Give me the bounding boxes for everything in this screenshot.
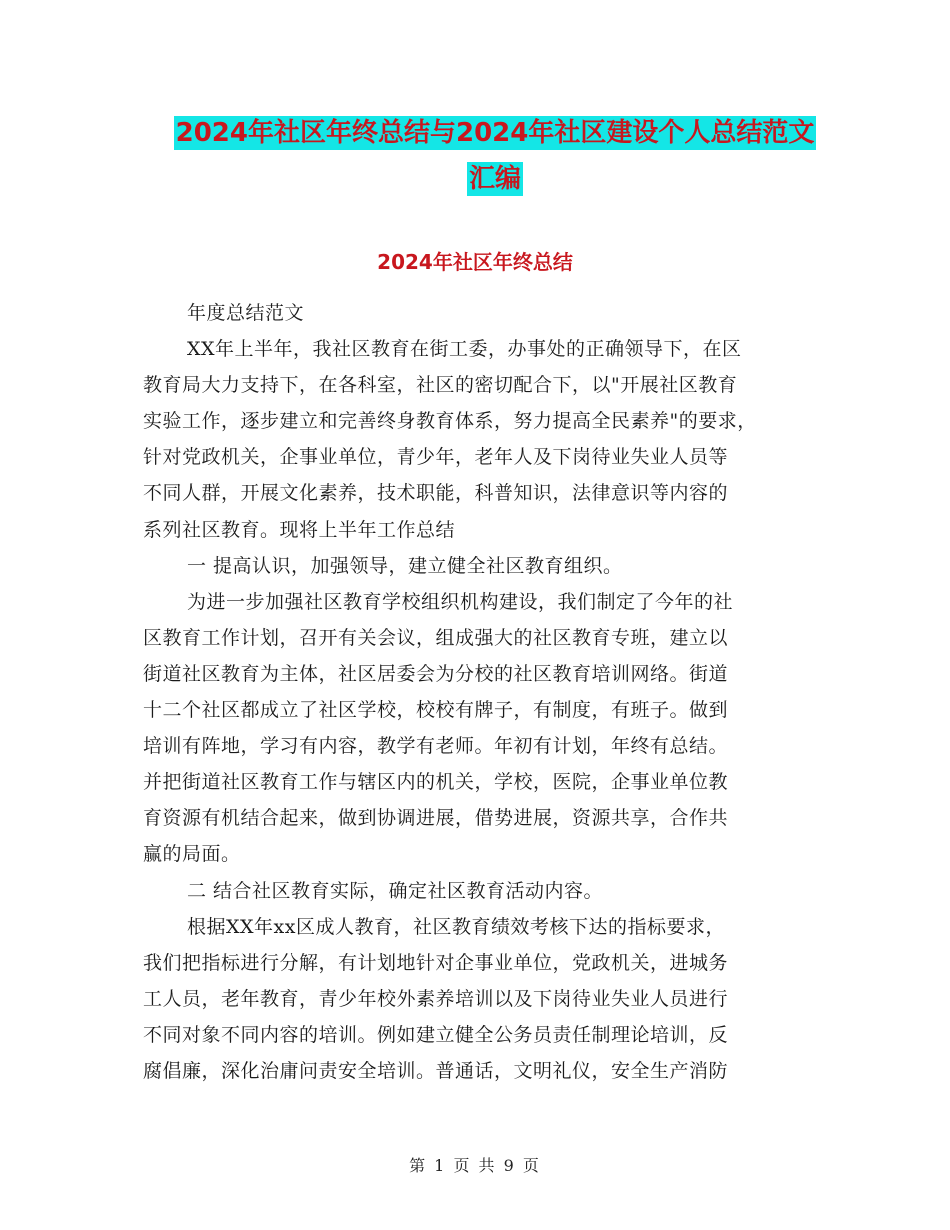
paragraph-line: 实验工作，逐步建立和完善终身教育体系，努力提高全民素养"的要求， (143, 410, 757, 433)
paragraph-line: 区教育工作计划，召开有关会议，组成强大的社区教育专班，建立以 (143, 626, 729, 649)
paragraph-line: 针对党政机关，企事业单位，青少年，老年人及下岗待业失业人员等 (143, 446, 729, 469)
paragraph-line: 根据XX年xx区成人教育，社区教育绩效考核下达的指标要求， (187, 915, 725, 938)
paragraph-line: 不同对象不同内容的培训。例如建立健全公务员责任制理论培训，反 (143, 1023, 729, 1046)
document-title-line1: 2024年社区年终总结与2024年社区建设个人总结范文 (175, 118, 815, 148)
paragraph-line: 二 结合社区教育实际，确定社区教育活动内容。 (187, 879, 604, 902)
paragraph-line: 育资源有机结合起来，做到协调进展，借势进展，资源共享，合作共 (143, 807, 729, 830)
paragraph-line: 工人员，老年教育，青少年校外素养培训以及下岗待业失业人员进行 (143, 987, 729, 1010)
paragraph-line: 培训有阵地，学习有内容，教学有老师。年初有计划，年终有总结。 (143, 735, 729, 758)
document-title-line2: 汇编 (468, 164, 521, 194)
paragraph-line: XX年上半年，我社区教育在街工委，办事处的正确领导下，在区 (187, 338, 742, 361)
body-text (143, 295, 813, 1089)
paragraph-line: 不同人群，开展文化素养，技术职能，科普知识，法律意识等内容的 (143, 482, 729, 505)
paragraph-line: 腐倡廉，深化治庸问责安全培训。普通话，文明礼仪，安全生产消防 (143, 1059, 729, 1082)
paragraph-line: 街道社区教育为主体，社区居委会为分校的社区教育培训网络。街道 (143, 662, 729, 685)
paragraph-line: 系列社区教育。现将上半年工作总结 (143, 518, 456, 541)
page-footer: 第 1 页 共 9 页 (409, 1156, 541, 1175)
paragraph-line: 为进一步加强社区教育学校组织机构建设，我们制定了今年的社 (187, 590, 734, 613)
paragraph-line: 一 提高认识，加强领导，建立健全社区教育组织。 (187, 554, 623, 577)
paragraph-line: 赢的局面。 (143, 843, 241, 866)
paragraph-line: 教育局大力支持下，在各科室，社区的密切配合下，以"开展社区教育 (143, 374, 738, 397)
paragraph-line: 我们把指标进行分解，有计划地针对企事业单位，党政机关，进城务 (143, 951, 729, 974)
paragraph-line: 年度总结范文 (187, 302, 305, 324)
paragraph-line: 十二个社区都成立了社区学校，校校有牌子，有制度，有班子。做到 (143, 699, 729, 722)
paragraph-line: 并把街道社区教育工作与辖区内的机关，学校，医院，企事业单位教 (143, 771, 729, 794)
section-title: 2024年社区年终总结 (377, 250, 573, 274)
document-title (140, 110, 850, 202)
